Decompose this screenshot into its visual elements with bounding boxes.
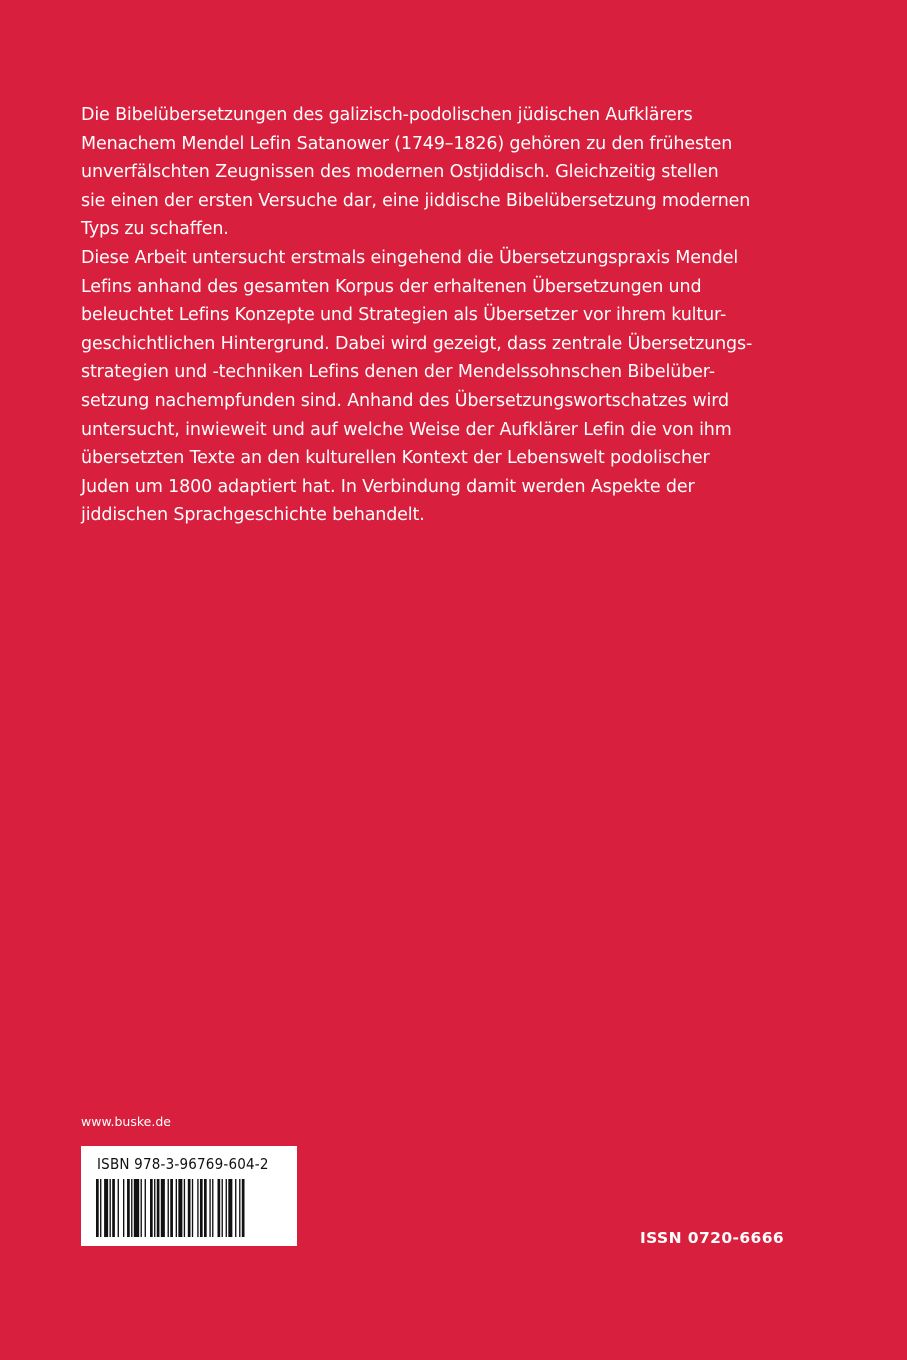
isbn-barcode [81, 1146, 297, 1246]
barcode-bar [242, 1179, 245, 1237]
barcode-bar [134, 1179, 139, 1237]
barcode-bar [184, 1179, 185, 1237]
barcode-bar [161, 1179, 165, 1237]
barcode-bar [218, 1179, 221, 1237]
barcode-bars [96, 1179, 283, 1237]
barcode-bar [228, 1179, 232, 1237]
barcode-bar [96, 1179, 99, 1237]
barcode-bar [154, 1179, 155, 1237]
barcode-bar [170, 1179, 173, 1237]
barcode-bar [141, 1179, 142, 1237]
barcode-bar [112, 1179, 115, 1237]
barcode-bar [222, 1179, 223, 1237]
barcode-bar [100, 1179, 101, 1237]
blurb-line: Lefins anhand des gesamten Korpus der erhaltenen Übersetzungen und [81, 276, 702, 297]
blurb-line: Diese Arbeit untersucht erstmals eingehend die Übersetzungspraxis Mendel [81, 247, 739, 268]
barcode-bar [204, 1179, 207, 1237]
blurb-line: geschichtlichen Hintergrund. Dabei wird gezeigt, dass zentrale Übersetzungs- [81, 333, 753, 354]
issn-label: ISSN 0720-6666 [640, 1229, 785, 1247]
barcode-bar [127, 1179, 130, 1237]
barcode-bar [104, 1179, 108, 1237]
barcode-bar [145, 1179, 146, 1237]
barcode-bar [212, 1179, 213, 1237]
blurb-line: beleuchtet Lefins Konzepte und Strategien als Übersetzer vor ihrem kultur- [81, 305, 727, 326]
barcode-bar [197, 1179, 198, 1237]
blurb-line: strategien und -techniken Lefins denen der Mendelssohnschen Bibelüber- [81, 362, 715, 383]
barcode-bar [239, 1179, 240, 1237]
blurb-line: sie einen der ersten Versuche dar, eine jiddische Bibelübersetzung modernen [81, 190, 751, 211]
blurb-line: setzung nachempfunden sind. Anhand des Übersetzungswortschatzes wird [81, 390, 729, 411]
barcode-bar [157, 1179, 160, 1237]
blurb-line: Die Bibelübersetzungen des galizisch-podolischen jüdischen Aufklärers [81, 105, 693, 125]
barcode-bar [192, 1179, 193, 1237]
blurb-line: Menachem Mendel Lefin Satanower (1749–1826) gehören zu den frühesten [81, 133, 733, 154]
barcode-bar [176, 1179, 177, 1237]
isbn-label: ISBN 978-3-96769-604-2 [97, 1155, 269, 1173]
blurb-line: Juden um 1800 adaptiert hat. In Verbindung damit werden Aspekte der [81, 476, 695, 497]
barcode-bar [118, 1179, 119, 1237]
barcode-bar [235, 1179, 236, 1237]
blurb-line: untersucht, inwieweit und auf welche Weise der Aufklärer Lefin die von ihm [81, 419, 732, 440]
barcode-bar [168, 1179, 169, 1237]
barcode-bar [131, 1179, 132, 1237]
blurb-line: übersetzten Texte an den kulturellen Kontext der Lebenswelt podolischer [81, 448, 710, 469]
barcode-bar [188, 1179, 191, 1237]
barcode-bar [110, 1179, 111, 1237]
publisher-url: www.buske.de [81, 1114, 171, 1129]
barcode-bar [178, 1179, 182, 1237]
blurb-line: Typs zu schaffen. [81, 219, 229, 240]
barcode-bar [226, 1179, 227, 1237]
back-cover-blurb [81, 101, 811, 530]
barcode-bar [209, 1179, 210, 1237]
barcode-bar [123, 1179, 124, 1237]
blurb-line: jiddischen Sprachgeschichte behandelt. [81, 505, 425, 526]
barcode-bar [200, 1179, 203, 1237]
barcode-bar [150, 1179, 153, 1237]
blurb-line: unverfälschten Zeugnissen des modernen Ostjiddisch. Gleichzeitig stellen [81, 162, 719, 183]
